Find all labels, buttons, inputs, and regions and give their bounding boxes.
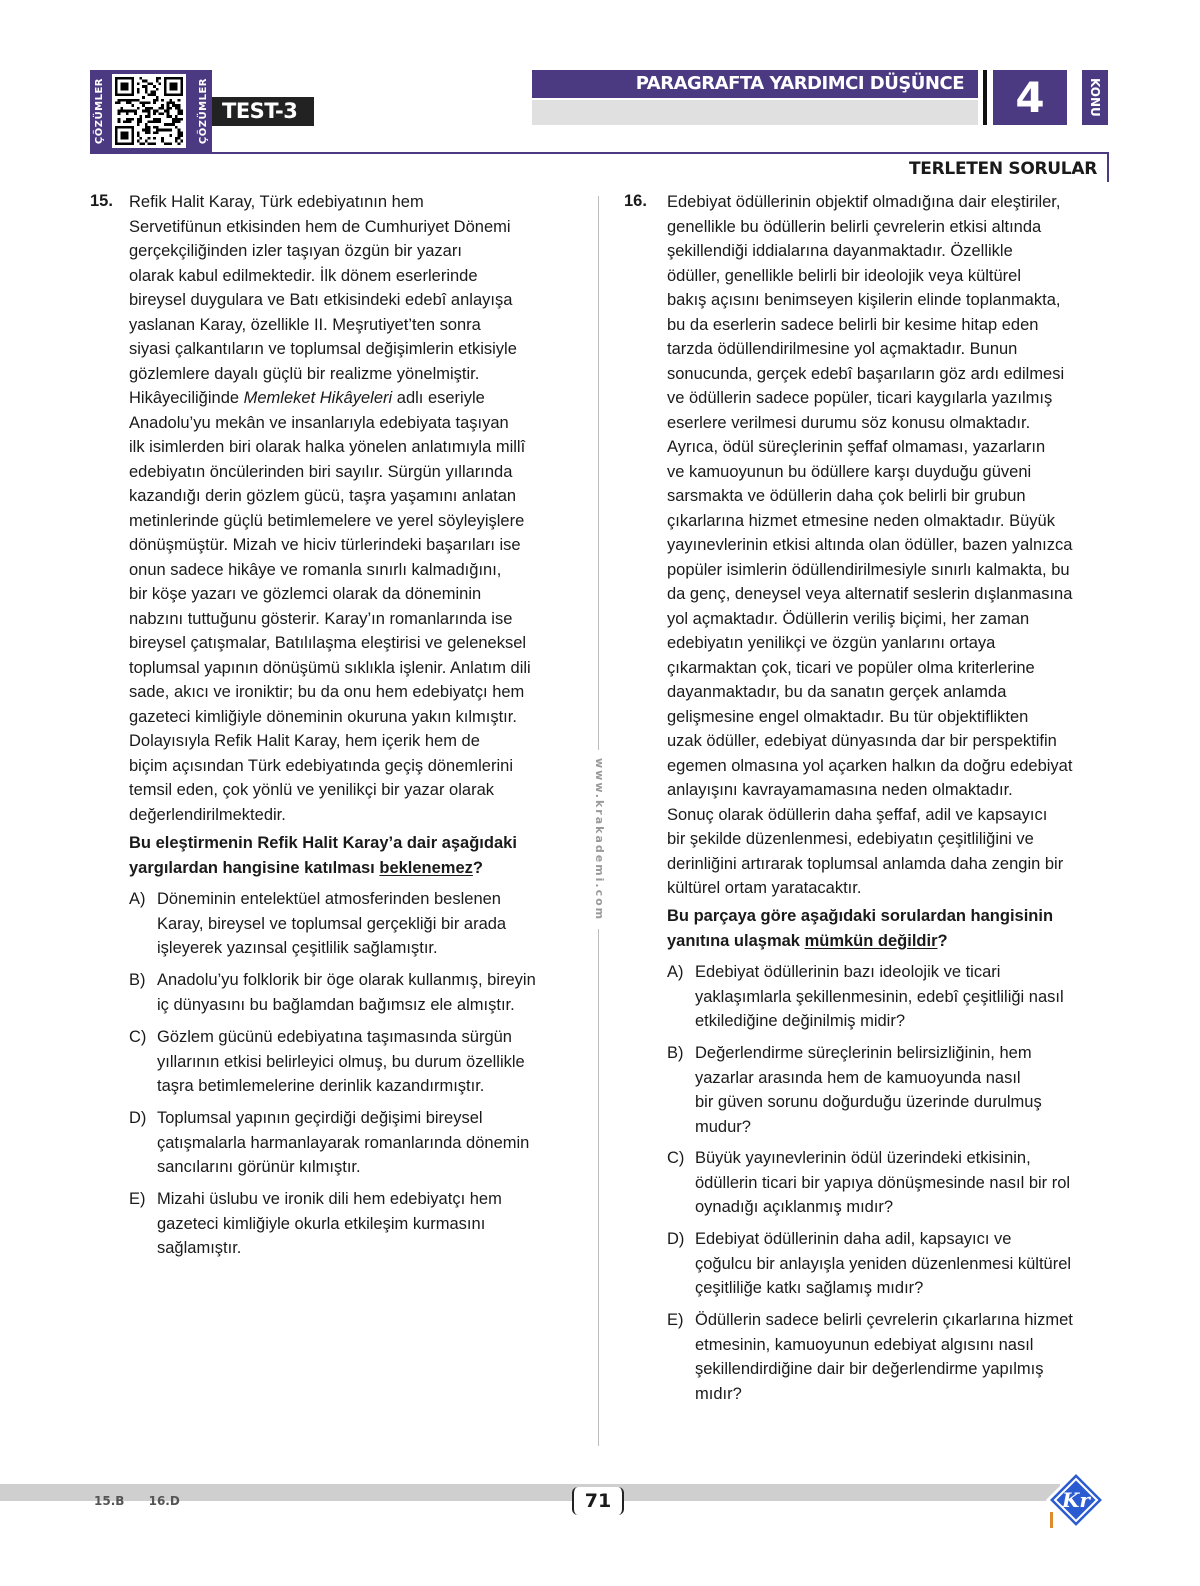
passage-line: gözlemlere dayalı güçlü bir realizme yönelmiştir.	[129, 364, 480, 383]
option-text	[695, 1146, 1070, 1220]
passage-line: Dolayısıyla Refik Halit Karay, hem içerik hem de	[129, 732, 480, 750]
logo-text: Kr	[1062, 1488, 1090, 1512]
option-text	[157, 1187, 502, 1261]
passage-line: sarsmakta ve ödüllerin daha çok belirli bir grubun	[667, 487, 1026, 505]
option-line: çatışmalarla harmanlayarak romanlarında dönemin	[157, 1133, 530, 1152]
passage-line: genellikle bu ödüllerin belirli çevrelerin etkisi altında	[667, 217, 1042, 236]
passage-line: toplumsal yapının dönüşümü sıklıkla işlenir. Anlatım dili	[129, 658, 531, 677]
topic-subbar	[532, 100, 978, 125]
option-line: taşra betimlemelerine derinlik kazandırmıştır.	[157, 1077, 485, 1095]
option-b[interactable]	[667, 1041, 1117, 1139]
passage-line: nabzını tuttuğunu gösterir. Karay’ın romanlarında ise	[129, 609, 513, 628]
passage-line: sonucunda, gerçek edebî başarıların göz ardı edilmesi	[667, 364, 1065, 383]
passage-line: Servetifünun etkisinden hem de Cumhuriyet Dönemi	[129, 217, 511, 236]
option-line: Mizahi üslubu ve ironik dili hem edebiyatçı hem	[157, 1190, 502, 1208]
option-e[interactable]	[667, 1308, 1117, 1406]
option-letter: A)	[667, 963, 684, 981]
passage-line: yaslanan Karay, özellikle II. Meşrutiyet’ten sonra	[129, 315, 481, 334]
passage-line: tarzda ödüllendirilmesine yol açmaktadır. Bunun	[667, 340, 1018, 358]
passage-line: çıkarmaktan çok, ticari ve popüler olma kriterlerine	[667, 658, 1035, 677]
passage-line: ve ödüllerin sadece popüler, ticari kaygılarla yazılmış	[667, 389, 1053, 407]
passage-line: popüler isimlerin ödüllendirilmesiyle sınırlı kalmakta, bu	[667, 560, 1070, 579]
question-number-15: 15.	[90, 192, 113, 210]
passage-line: gazeteci kimliğiyle döneminin okuruna yakın kılmıştır.	[129, 707, 517, 726]
passage-line: bir köşe yazarı ve gözlemci olarak da döneminin	[129, 585, 482, 603]
answer-16: 16.D	[148, 1494, 180, 1508]
passage-line: gerçekçiliğinden izler taşıyan özgün bir yazarı	[129, 242, 462, 260]
option-line: Edebiyat ödüllerinin daha adil, kapsayıcı ve	[695, 1230, 1012, 1248]
option-line: bir güven sorunu doğurduğu üzerinde durulmuş	[695, 1093, 1042, 1111]
passage-line: ve kamuoyunun bu ödüllere karşı duyduğu güveni	[667, 462, 1032, 481]
option-line: Gözlem gücünü edebiyatına taşımasında sürgün	[157, 1028, 512, 1046]
option-letter: E)	[129, 1190, 146, 1208]
option-text	[695, 1308, 1073, 1406]
option-letter: C)	[667, 1149, 685, 1167]
question-15-stem: Bu eleştirmenin Refik Halit Karay’a dair aşağıdaki yargılardan hangisine katılması beklenemez?	[129, 834, 517, 877]
option-line: sağlamıştır.	[157, 1239, 242, 1257]
option-a[interactable]	[129, 887, 589, 961]
passage-line: bireysel duygulara ve Batı etkisindeki edebî anlayışa	[129, 291, 513, 309]
option-line: gazeteci kimliğiyle okurla etkileşim kurmasını	[157, 1214, 486, 1233]
test-label: TEST-3	[212, 97, 314, 126]
passage-line: çıkarlarına hizmet etmesine neden olmaktadır. Büyük	[667, 511, 1055, 530]
passage-line: bireysel çatışmalar, Batılılaşma eleştirisi ve geleneksel	[129, 634, 527, 652]
passage-line: anlayışını kavrayamamasına neden olmaktadır.	[667, 781, 1013, 799]
passage-line: edebiyatın öncülerinden biri sayılır. Sürgün yıllarında	[129, 462, 513, 481]
watermark: www.krakademi.com	[592, 750, 606, 929]
option-letter: B)	[129, 971, 146, 989]
passage-line: bir şekilde düzenlenmesi, edebiyatın çeşitliliğini ve	[667, 830, 1034, 848]
option-line: ödüllerin ticari bir yapıya dönüşmesinde nasıl bir rol	[695, 1173, 1071, 1192]
konu-tab: KONU	[1082, 70, 1108, 125]
passage-line: eserlere verilmesi durumu söz konusu olmaktadır.	[667, 413, 1031, 432]
option-line: Karay, bireysel ve toplumsal gerçekliği bir arada	[157, 914, 507, 933]
option-text	[157, 1106, 529, 1180]
passage-line: bu da eserlerin sadece belirli bir kesime hitap eden	[667, 315, 1039, 334]
option-line: yazarlar arasında hem de kamuoyunda nasıl	[695, 1068, 1021, 1087]
passage-line: onun sadece hikâye ve romanla sınırlı kalmadığını,	[129, 560, 502, 579]
header-divider	[983, 70, 987, 125]
konu-number: 4	[993, 70, 1067, 125]
solutions-tab-right: ÇÖZÜMLER	[197, 77, 209, 145]
solutions-qr-panel[interactable]	[90, 70, 212, 152]
passage-line: uzak ödüller, edebiyat dünyasında dar bir perspektifin	[667, 732, 1057, 750]
option-line: etmesinin, kamuoyunun edebiyat algısını nasıl	[695, 1335, 1034, 1354]
stem-emphasis: mümkün değildir	[804, 931, 938, 950]
passage-line: Ayrıca, ödül süreçlerinin şeffaf olmaması, yazarların	[667, 438, 1046, 456]
passage-line: biçim açısından Türk edebiyatında geçiş dönemlerini	[129, 756, 513, 775]
passage-line: edebiyatın yenilikçi ve özgün yanlarını ortaya	[667, 634, 996, 652]
passage-line: derinliğini artırarak toplumsal anlamda daha zengin bir	[667, 854, 1064, 873]
option-line: sancılarını görünür kılmıştır.	[157, 1158, 361, 1176]
option-line: Edebiyat ödüllerinin bazı ideolojik ve ticari	[695, 963, 1001, 981]
question-15-passage	[129, 190, 589, 827]
passage-line: egemen olmasına yol açarken halkın da doğru edebiyat	[667, 756, 1073, 775]
page-number: 71	[572, 1487, 624, 1515]
option-letter: C)	[129, 1028, 147, 1046]
stem-emphasis: beklenemez	[379, 858, 473, 877]
question-number-16: 16.	[624, 192, 647, 210]
passage-line: ilk isimlerden biri olarak halka yönelen anlatımıyla millî	[129, 438, 526, 456]
option-line: Döneminin entelektüel atmosferinden beslenen	[157, 890, 501, 908]
option-d[interactable]	[667, 1227, 1117, 1301]
passage-line: kültürel ortam yaratacaktır.	[667, 879, 862, 897]
passage-line: Edebiyat ödüllerinin objektif olmadığına dair eleştiriler,	[667, 193, 1061, 211]
header-rule-end	[1107, 152, 1109, 182]
passage-line: Anadolu’yu mekân ve insanlarıyla edebiyata taşıyan	[129, 413, 509, 432]
passage-line: bakış açısını benimseyen kişilerin elinde toplanmakta,	[667, 291, 1061, 309]
question-16-passage	[667, 190, 1117, 901]
option-text	[695, 1041, 1042, 1139]
passage-line: Sonuç olarak ödüllerin daha şeffaf, adil ve kapsayıcı	[667, 805, 1048, 824]
option-text	[157, 887, 506, 961]
passage-line: yol açmaktadır. Ödüllerin veriliş biçimi, her zaman	[667, 609, 1030, 628]
option-line: mıdır?	[695, 1384, 742, 1403]
option-letter: E)	[667, 1311, 684, 1329]
passage-line: siyasi çalkantıların ve toplumsal değişimlerin etkisiyle	[129, 340, 517, 358]
passage-line: yayınevlerinin etkisi altında olan ödüller, bazen yalnızca	[667, 536, 1073, 554]
option-letter: D)	[667, 1230, 685, 1248]
option-line: oynadığı açıklanmış mıdır?	[695, 1198, 894, 1216]
option-letter: A)	[129, 890, 146, 908]
option-line: iç dünyasını bu bağlamdan bağımsız ele almıştır.	[157, 995, 515, 1014]
passage-line: kazandığı derin gözlem gücü, taşra yaşamını anlatan	[129, 487, 517, 505]
solutions-tab-left: ÇÖZÜMLER	[93, 77, 105, 145]
option-c[interactable]	[129, 1025, 589, 1099]
option-line: yaklaşımlarla şekillenmesinin, edebî çeşitliliği nasıl	[695, 987, 1064, 1006]
option-line: mudur?	[695, 1117, 751, 1136]
option-letter: D)	[129, 1109, 147, 1127]
answer-15: 15.B	[94, 1494, 125, 1508]
option-line: etkilediğine değinilmiş midir?	[695, 1012, 906, 1030]
passage-line: dönüşmüştür. Mizah ve hiciv türlerindeki başarıları ise	[129, 536, 521, 554]
answer-key	[94, 1494, 200, 1508]
work-title: Memleket Hikâyeleri	[243, 389, 393, 407]
option-line: çoğulcu bir anlayışla yeniden düzenlenmesi kültürel	[695, 1254, 1072, 1273]
topic-title: PARAGRAFTA YARDIMCI DÜŞÜNCE	[532, 70, 978, 98]
passage-line: ödüller, genellikle belirli bir ideolojik veya kültürel	[667, 266, 1022, 285]
passage-line: dayanmaktadır, bu da sanatın gerçek anlamda	[667, 683, 1007, 701]
option-text	[695, 960, 1064, 1034]
passage-line: sade, akıcı ve ironiktir; bu da onu hem edebiyatçı hem	[129, 683, 525, 701]
passage-line: olarak kabul edilmektedir. İlk dönem eserlerinde	[129, 266, 478, 285]
option-line: şekillendirdiğine dair bir değerlendirme yapılmış	[695, 1360, 1044, 1378]
option-line: Anadolu’yu folklorik bir öge olarak kullanmış, bireyin	[157, 971, 536, 989]
option-line: Büyük yayınevlerinin ödül üzerindeki etkisinin,	[695, 1149, 1031, 1167]
passage-line: Hikâyeciliğinde Memleket Hikâyeleri adlı eseriyle	[129, 389, 485, 407]
passage-line: metinlerinde güçlü betimlemelere ve yerel söyleyişlere	[129, 511, 525, 530]
section-title: TERLETEN SORULAR	[909, 159, 1097, 179]
option-text	[157, 1025, 525, 1099]
option-line: işleyerek yazınsal çeşitlilik sağlamıştır.	[157, 939, 438, 957]
option-b[interactable]	[129, 968, 589, 1017]
option-line: Ödüllerin sadece belirli çevrelerin çıkarlarına hizmet	[695, 1311, 1073, 1329]
passage-line: Refik Halit Karay, Türk edebiyatının hem	[129, 193, 424, 211]
passage-line: değerlendirilmektedir.	[129, 805, 286, 824]
option-a[interactable]	[667, 960, 1117, 1034]
passage-line: gelişmesine engel olmaktadır. Bu tür objektiflikten	[667, 707, 1029, 726]
option-letter: B)	[667, 1044, 684, 1062]
passage-line: temsil eden, çok yönlü ve yenilikçi bir yazar olarak	[129, 781, 494, 799]
option-line: Toplumsal yapının geçirdiği değişimi bireysel	[157, 1109, 483, 1127]
option-line: çeşitliliğe katkı sağlamış mıdır?	[695, 1279, 924, 1297]
option-d[interactable]	[129, 1106, 589, 1180]
option-c[interactable]	[667, 1146, 1117, 1220]
option-text	[695, 1227, 1071, 1301]
option-e[interactable]	[129, 1187, 589, 1261]
passage-line: da genç, deneysel veya alternatif seslerin dışlanmasına	[667, 585, 1073, 603]
option-text	[157, 968, 536, 1017]
question-16-stem: Bu parçaya göre aşağıdaki sorulardan hangisinin yanıtına ulaşmak mümkün değildir?	[667, 907, 1054, 950]
option-line: Değerlendirme süreçlerinin belirsizliğinin, hem	[695, 1044, 1032, 1062]
qr-code-icon[interactable]	[112, 74, 186, 148]
option-line: yıllarının etkisi belirleyici olmuş, bu durum özellikle	[157, 1052, 525, 1071]
header-rule	[90, 152, 1108, 154]
publisher-logo-icon	[1046, 1470, 1106, 1530]
passage-line: şekillendiği iddialarına dayanmaktadır. Özellikle	[667, 242, 1013, 260]
